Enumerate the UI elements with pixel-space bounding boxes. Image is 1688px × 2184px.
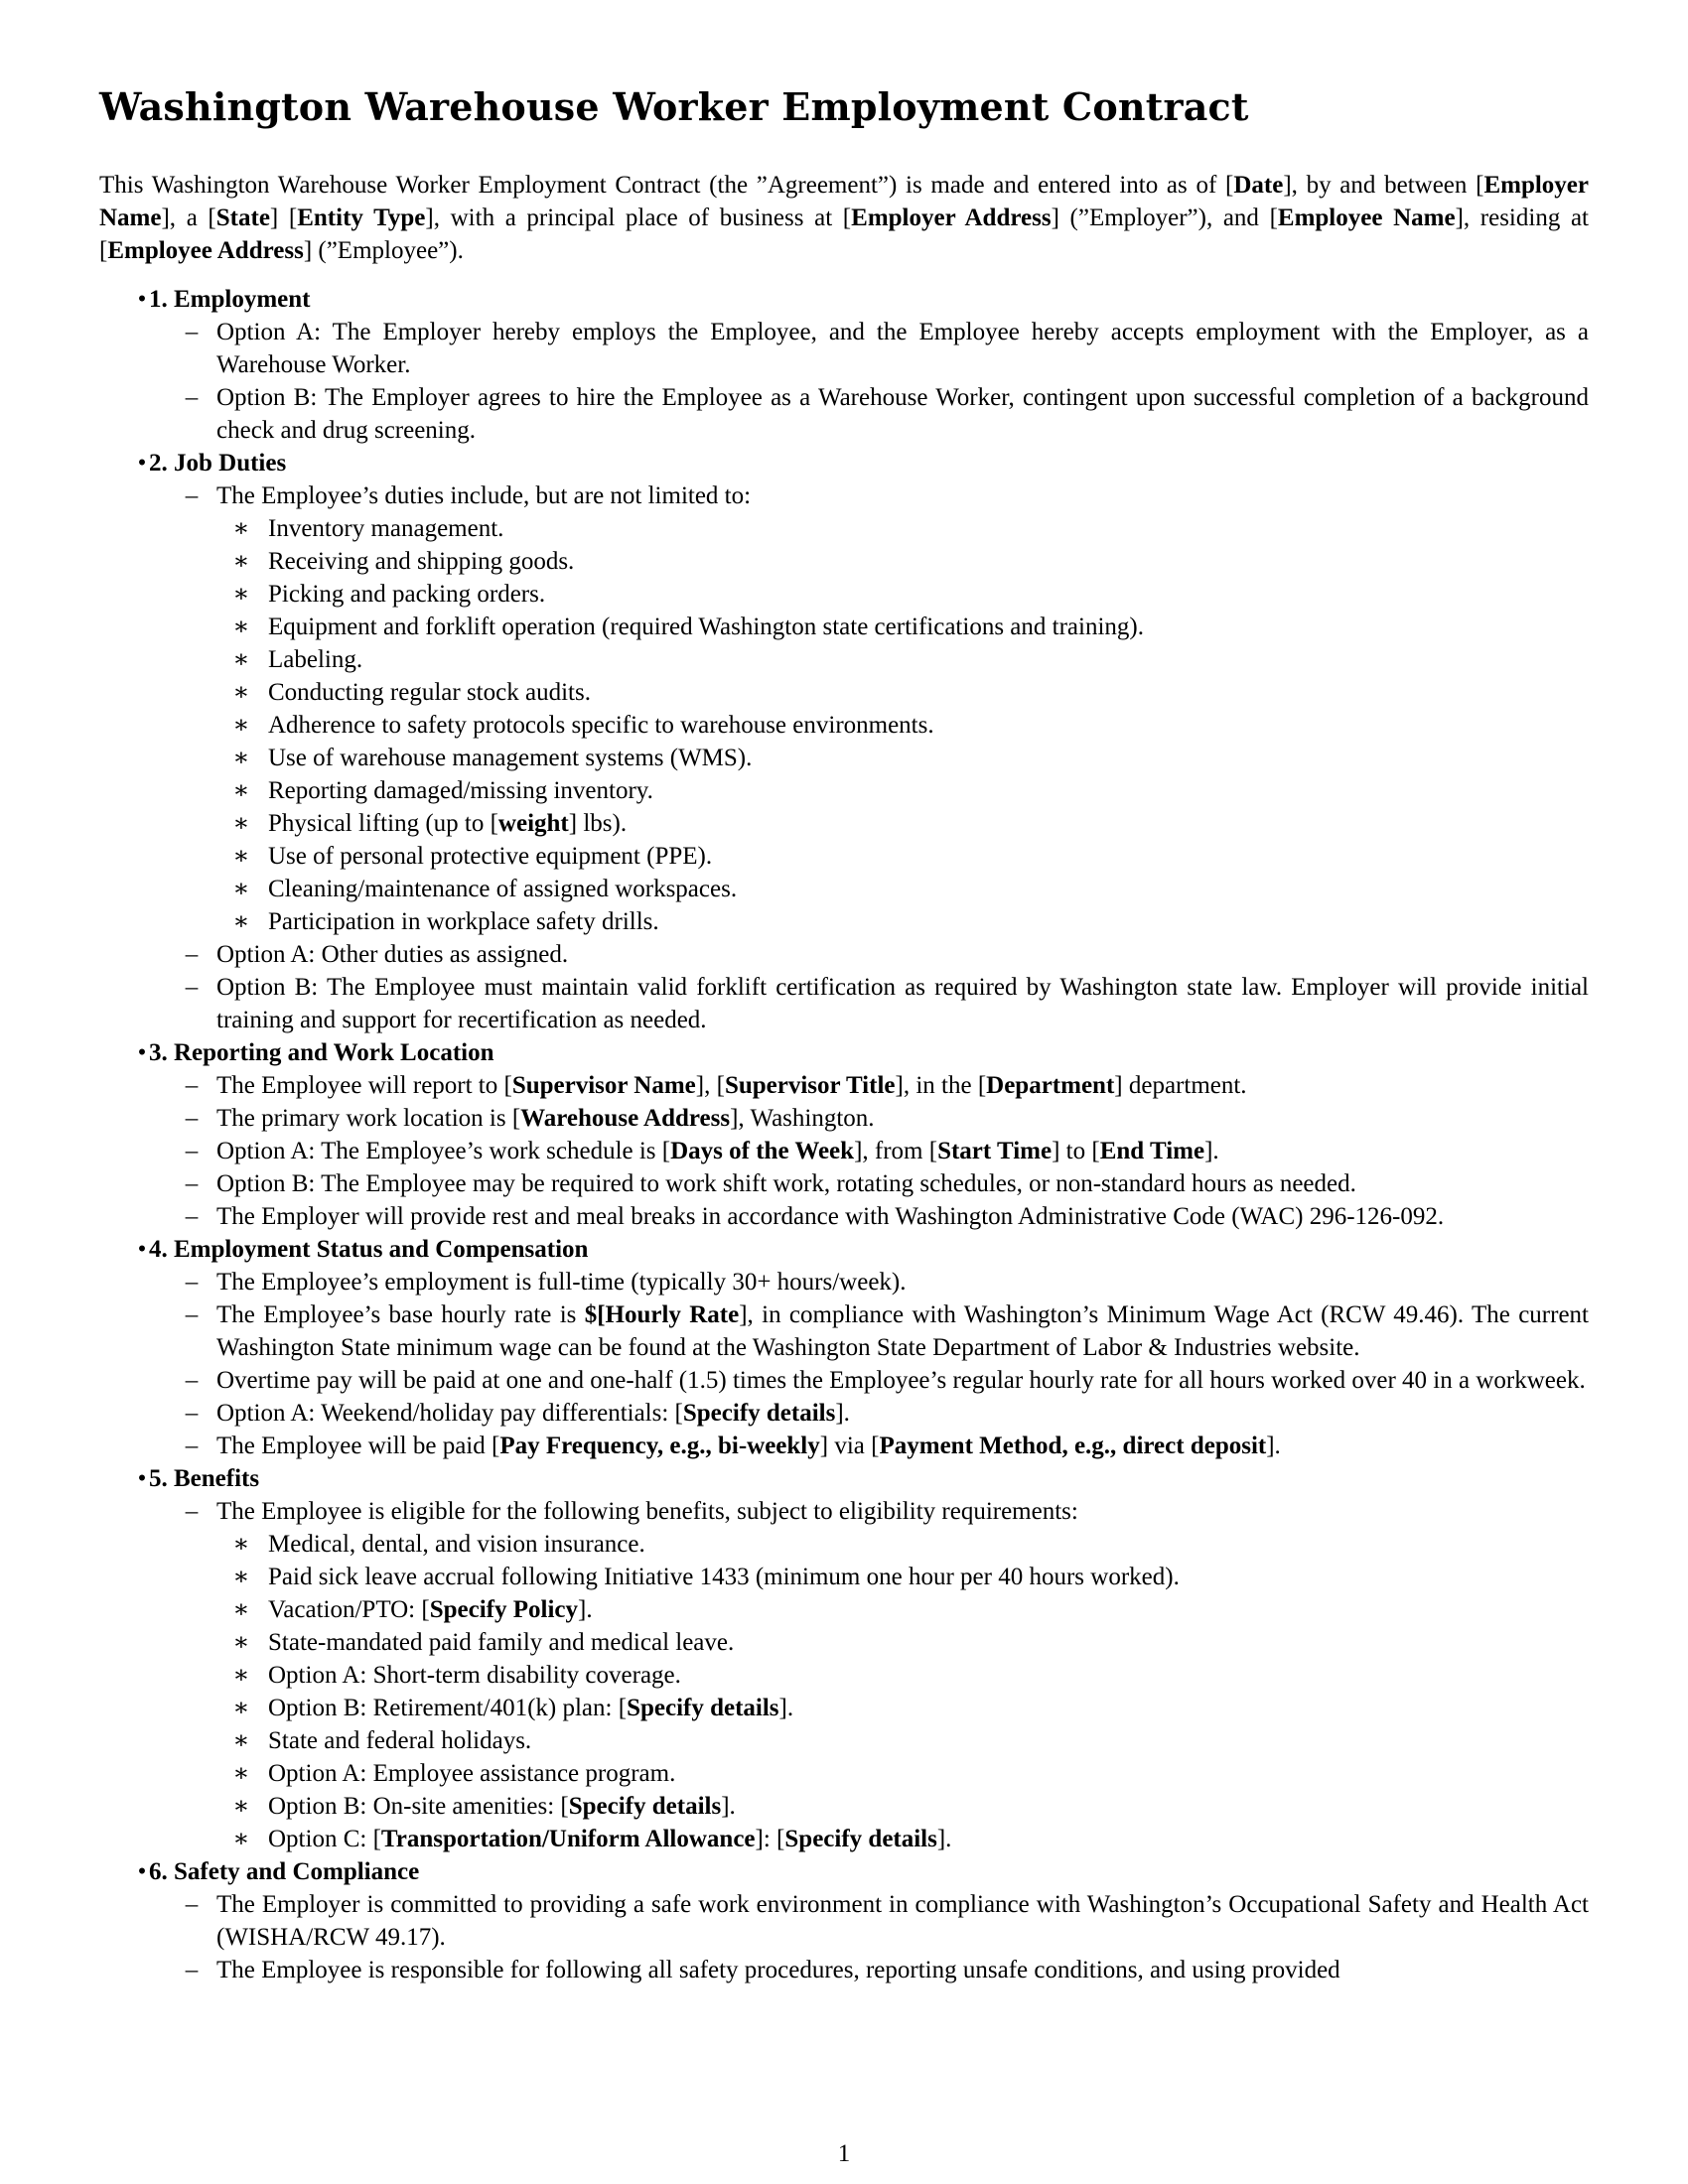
section-safety-compliance — [99, 1855, 1589, 1986]
benefit-item: ∗ Option B: On-site amenities: [Specify details]. — [216, 1790, 1589, 1823]
duty-item: ∗ Use of personal protective equipment (PPE). — [216, 840, 1589, 873]
duty-item: ∗ Conducting regular stock audits. — [216, 676, 1589, 709]
benefit-item: ∗ Paid sick leave accrual following Initiative 1433 (minimum one hour per 40 hours worked). — [216, 1561, 1589, 1593]
benefit-item: ∗ Option C: [Transportation/Uniform Allowance]: [Specify details]. — [216, 1823, 1589, 1855]
dash-icon: – — [185, 1169, 199, 1197]
placeholder-hourly-rate: $[Hourly Rate — [584, 1300, 740, 1328]
dash-icon: – — [185, 1890, 199, 1918]
document-title: Washington Warehouse Worker Employment Contract — [99, 84, 1249, 129]
asterisk-icon: ∗ — [232, 1530, 250, 1558]
section-status-compensation — [99, 1233, 1589, 1462]
duty-item: ∗ Participation in workplace safety drills. — [216, 905, 1589, 938]
dash-icon: – — [185, 1956, 199, 1983]
list-item: – The Employee’s employment is full-time (typically 30+ hours/week). — [149, 1266, 1589, 1298]
asterisk-icon: ∗ — [232, 514, 250, 542]
asterisk-icon: ∗ — [232, 1759, 250, 1787]
placeholder-end-time: End Time — [1099, 1137, 1205, 1164]
list-item: – The primary work location is [Warehouse Address], Washington. — [149, 1102, 1589, 1135]
duty-item: ∗ Receiving and shipping goods. — [216, 545, 1589, 578]
bullet-icon: • — [137, 449, 147, 477]
placeholder-specify-details: Specify details — [784, 1825, 937, 1852]
placeholder-supervisor-title: Supervisor Title — [724, 1071, 896, 1099]
placeholder-specify-details: Specify details — [627, 1694, 779, 1721]
asterisk-icon: ∗ — [232, 711, 250, 739]
placeholder-specify-details: Specify details — [682, 1399, 836, 1427]
section-reporting-location — [99, 1036, 1589, 1233]
placeholder-pay-frequency: Pay Frequency, e.g., bi-weekly — [499, 1432, 820, 1459]
section-title: 2. Job Duties — [149, 449, 287, 477]
placeholder-department: Department — [986, 1071, 1115, 1099]
list-item: – Option A: Other duties as assigned. — [149, 938, 1589, 971]
dash-icon: – — [185, 1497, 199, 1525]
dash-icon: – — [185, 973, 199, 1001]
placeholder-supervisor-name: Supervisor Name — [511, 1071, 696, 1099]
benefit-item: ∗ Option A: Short-term disability coverage. — [216, 1659, 1589, 1692]
dash-icon: – — [185, 1137, 199, 1164]
asterisk-icon: ∗ — [232, 875, 250, 902]
dash-icon: – — [185, 1399, 199, 1427]
placeholder-specify-details: Specify details — [568, 1792, 722, 1820]
dash-icon: – — [185, 318, 199, 345]
list-item: – The Employee will be paid [Pay Frequency, e.g., bi-weekly] via [Payment Method, e.g., direct deposit]. — [149, 1430, 1589, 1462]
asterisk-icon: ∗ — [232, 547, 250, 575]
section-title: 6. Safety and Compliance — [149, 1857, 420, 1885]
dash-icon: – — [185, 1366, 199, 1394]
dash-icon: – — [185, 481, 199, 509]
bullet-icon: • — [137, 1857, 147, 1885]
benefit-item: ∗ Medical, dental, and vision insurance. — [216, 1528, 1589, 1561]
asterisk-icon: ∗ — [232, 776, 250, 804]
dash-icon: – — [185, 1300, 199, 1328]
placeholder-employer-name: Employer Name — [99, 171, 1589, 231]
placeholder-state: State — [215, 204, 270, 231]
asterisk-icon: ∗ — [232, 1792, 250, 1820]
bullet-icon: • — [137, 1038, 147, 1066]
placeholder-employee-address: Employee Address — [107, 236, 304, 264]
section-employment — [99, 283, 1589, 447]
list-item: – The Employee’s base hourly rate is $[Hourly Rate], in compliance with Washington’s Minimum Wage Act (RCW 49.46). The current Washington State minimum wage can be found at the Washington State Department of Labor & Industries website. — [149, 1298, 1589, 1364]
list-item: – Option A: Weekend/holiday pay differentials: [Specify details]. — [149, 1397, 1589, 1430]
asterisk-icon: ∗ — [232, 678, 250, 706]
list-item: – Option B: The Employer agrees to hire the Employee as a Warehouse Worker, contingent upon successful completion of a background check and drug screening. — [149, 381, 1589, 447]
list-item: – The Employee’s duties include, but are not limited to: ∗ Inventory management. ∗ Receiving and shipping goods. ∗ Picking and packing orders. ∗ Equipment and forklift operation (required Washington state certifications and training). ∗ Labeling. ∗ Conducting regular stock audits. ∗ Adherence to safety protocols specific to warehouse environments. ∗ Use of warehouse management systems (WMS). ∗ Reporting damaged/missing inventory. ∗ Physical lifting (up to [weight] lbs). ∗ Use of personal protective equipment (PPE). ∗ Cleaning/maintenance of assigned workspaces. ∗ Participation in workplace safety drills. — [149, 479, 1589, 938]
dash-icon: – — [185, 383, 199, 411]
section-list — [99, 283, 1589, 1986]
intro-paragraph: This Washington Warehouse Worker Employment Contract (the ”Agreement”) is made and entered into as of [Date], by and between [Employer Name], a [State] [Entity Type], with a principal place of business at [Employer Address] (”Employer”), and [Employee Name], residing at [Employee Address] (”Employee”). — [99, 171, 1589, 264]
dash-icon: – — [185, 1432, 199, 1459]
duty-item: ∗ Inventory management. — [216, 512, 1589, 545]
placeholder-specify-policy: Specify Policy — [429, 1595, 578, 1623]
asterisk-icon: ∗ — [232, 1595, 250, 1623]
list-item: – The Employee is eligible for the following benefits, subject to eligibility requirements: ∗ Medical, dental, and vision insurance. ∗ Paid sick leave accrual following Initiative 1433 (minimum one hour per 40 hours worked). ∗ Vacation/PTO: [Specify Policy]. ∗ State-mandated paid family and medical leave. ∗ Option A: Short-term disability coverage. ∗ Option B: Retirement/401(k) plan: [Specify details]. ∗ State and federal holidays. ∗ Option A: Employee assistance program. ∗ Option B: On-site amenities: [Specify details]. ∗ Option C: [Transportation/Uniform Allowance]: [Specify details]. — [149, 1495, 1589, 1855]
section-title: 1. Employment — [149, 285, 311, 313]
section-job-duties — [99, 447, 1589, 1036]
section-title: 5. Benefits — [149, 1464, 260, 1492]
asterisk-icon: ∗ — [232, 907, 250, 935]
list-item: – Option A: The Employee’s work schedule is [Days of the Week], from [Start Time] to [End Time]. — [149, 1135, 1589, 1167]
duty-item: ∗ Equipment and forklift operation (required Washington state certifications and training). — [216, 611, 1589, 643]
dash-icon: – — [185, 1202, 199, 1230]
bullet-icon: • — [137, 1464, 147, 1492]
asterisk-icon: ∗ — [232, 645, 250, 673]
asterisk-icon: ∗ — [232, 1694, 250, 1721]
bullet-icon: • — [137, 1235, 147, 1263]
asterisk-icon: ∗ — [232, 1563, 250, 1590]
list-item: – Option B: The Employee may be required to work shift work, rotating schedules, or non-standard hours as needed. — [149, 1167, 1589, 1200]
placeholder-employer-address: Employer Address — [851, 204, 1052, 231]
page-number: 1 — [837, 2140, 851, 2167]
duty-item: ∗ Labeling. — [216, 643, 1589, 676]
placeholder-allowance: Transportation/Uniform Allowance — [380, 1825, 756, 1852]
list-item: – Option A: The Employer hereby employs the Employee, and the Employee hereby accepts employment with the Employer, as a Warehouse Worker. — [149, 316, 1589, 381]
placeholder-warehouse-address: Warehouse Address — [520, 1104, 731, 1132]
placeholder-date: Date — [1233, 171, 1284, 199]
asterisk-icon: ∗ — [232, 1661, 250, 1689]
list-item: – Option B: The Employee must maintain valid forklift certification as required by Washington state law. Employer will provide initial training and support for recertification as needed. — [149, 971, 1589, 1036]
placeholder-employee-name: Employee Name — [1277, 204, 1456, 231]
benefit-item: ∗ State and federal holidays. — [216, 1724, 1589, 1757]
asterisk-icon: ∗ — [232, 842, 250, 870]
section-title: 3. Reporting and Work Location — [149, 1038, 494, 1066]
asterisk-icon: ∗ — [232, 580, 250, 608]
list-item: – The Employer will provide rest and meal breaks in accordance with Washington Administrative Code (WAC) 296-126-092. — [149, 1200, 1589, 1233]
benefit-item: ∗ Option A: Employee assistance program. — [216, 1757, 1589, 1790]
placeholder-payment-method: Payment Method, e.g., direct deposit — [879, 1432, 1267, 1459]
duty-item: ∗ Physical lifting (up to [weight] lbs). — [216, 807, 1589, 840]
bullet-icon: • — [137, 285, 147, 313]
benefit-item: ∗ State-mandated paid family and medical leave. — [216, 1626, 1589, 1659]
dash-icon: – — [185, 1104, 199, 1132]
asterisk-icon: ∗ — [232, 809, 250, 837]
benefit-item: ∗ Option B: Retirement/401(k) plan: [Specify details]. — [216, 1692, 1589, 1724]
benefit-item: ∗ Vacation/PTO: [Specify Policy]. — [216, 1593, 1589, 1626]
list-item: – Overtime pay will be paid at one and one-half (1.5) times the Employee’s regular hourly rate for all hours worked over 40 in a workweek. — [149, 1364, 1589, 1397]
placeholder-entity-type: Entity Type — [297, 204, 426, 231]
duty-item: ∗ Adherence to safety protocols specific to warehouse environments. — [216, 709, 1589, 742]
placeholder-start-time: Start Time — [937, 1137, 1053, 1164]
asterisk-icon: ∗ — [232, 613, 250, 640]
section-title: 4. Employment Status and Compensation — [149, 1235, 589, 1263]
list-item: – The Employee will report to [Supervisor Name], [Supervisor Title], in the [Department] department. — [149, 1069, 1589, 1102]
document-body — [99, 85, 1589, 1986]
placeholder-days-of-week: Days of the Week — [670, 1137, 855, 1164]
duty-item: ∗ Reporting damaged/missing inventory. — [216, 774, 1589, 807]
list-item: – The Employer is committed to providing a safe work environment in compliance with Washington’s Occupational Safety and Health Act (WISHA/RCW 49.17). — [149, 1888, 1589, 1954]
duty-item: ∗ Cleaning/maintenance of assigned workspaces. — [216, 873, 1589, 905]
section-benefits — [99, 1462, 1589, 1855]
dash-icon: – — [185, 1268, 199, 1296]
asterisk-icon: ∗ — [232, 1628, 250, 1656]
asterisk-icon: ∗ — [232, 744, 250, 771]
asterisk-icon: ∗ — [232, 1726, 250, 1754]
dash-icon: – — [185, 940, 199, 968]
asterisk-icon: ∗ — [232, 1825, 250, 1852]
duty-item: ∗ Use of warehouse management systems (WMS). — [216, 742, 1589, 774]
list-item: – The Employee is responsible for following all safety procedures, reporting unsafe conditions, and using provided — [149, 1954, 1589, 1986]
placeholder-weight: weight — [497, 809, 569, 837]
duty-item: ∗ Picking and packing orders. — [216, 578, 1589, 611]
dash-icon: – — [185, 1071, 199, 1099]
